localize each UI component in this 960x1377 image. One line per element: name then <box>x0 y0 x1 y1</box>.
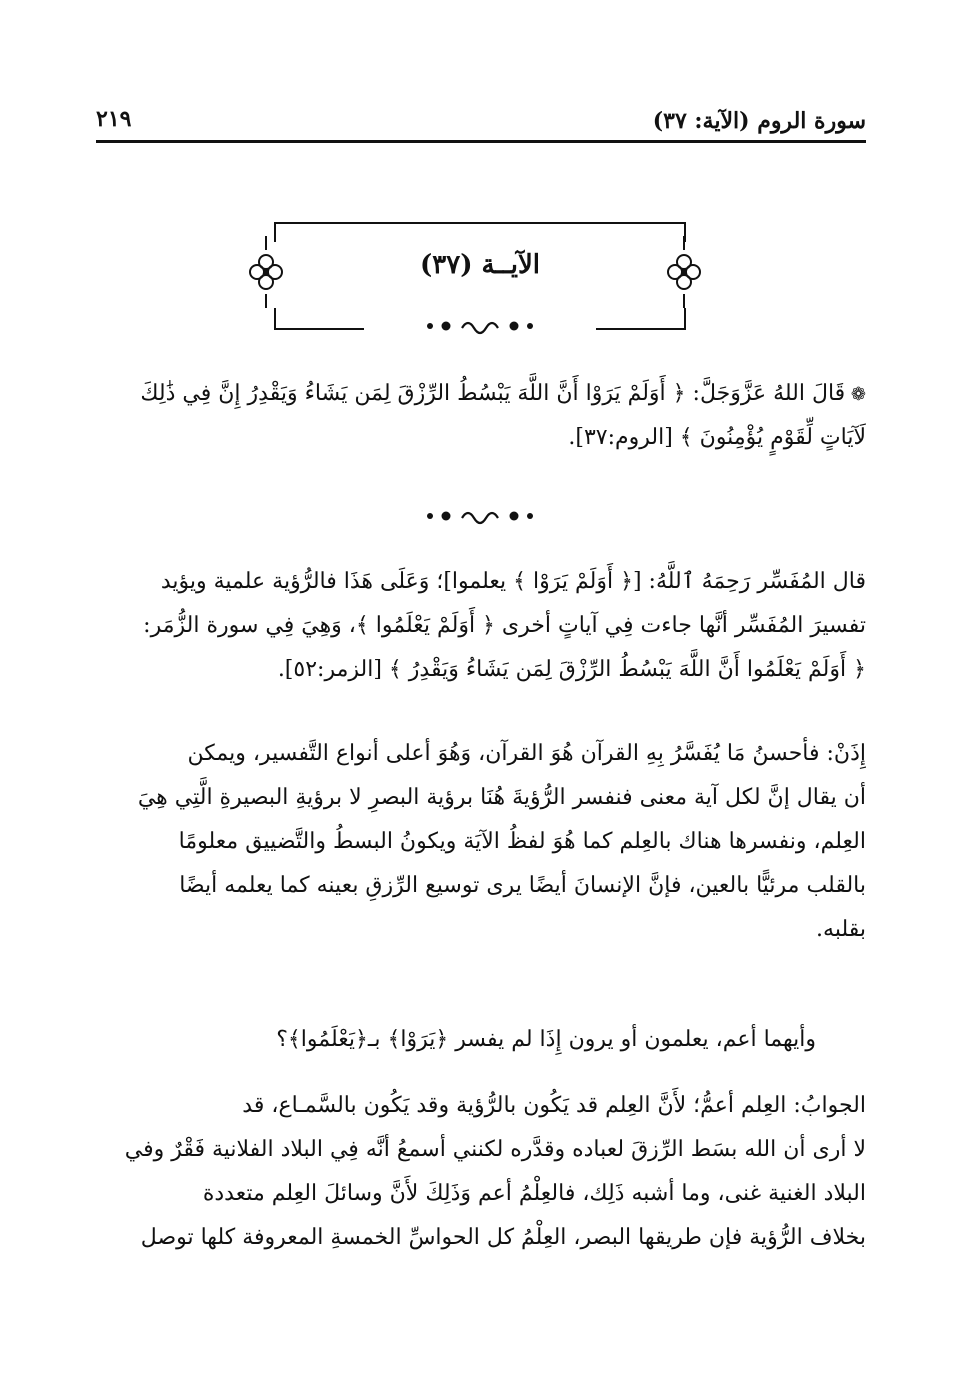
text-line: تفسيرَ المُفَسِّر أنَّها جاءت فِي آياتٍ أخرى ﴿ أَوَلَمْ يَعْلَمُوا ﴾، وَهِيَ فِي سورة الزُّمَر: <box>143 613 866 638</box>
page-number: ٢١٩ <box>96 106 132 132</box>
text-line: إِذَنْ: فأحسنُ مَا يُفَسَّرُ بِهِ القرآن هُوَ القرآن، وَهُوَ أعلى أنواع التَّفسير، ويمكن <box>187 741 866 766</box>
divider-ornament-icon <box>420 506 540 526</box>
text-line: البلاد الغنية غنى، وما أشبه ذَلِك، فالعِلْمُ أعم وَذَلِكَ لأَنَّ وسائلَ العِلم متعددة <box>202 1181 866 1206</box>
paragraph-answer <box>96 1084 866 1260</box>
paragraph-explanation <box>96 732 866 952</box>
running-header <box>96 100 866 140</box>
frame-bottom-right-line <box>596 328 686 330</box>
question-line: وأيهما أعم، يعلمون أو يرون إِذَا لم يفسر ﴿يَرَوْا﴾ بـ﴿يَعْلَمُوا﴾؟ <box>276 1027 816 1052</box>
divider-ornament-icon <box>420 316 540 336</box>
text-line: قال المُفَسِّر رَحِمَهُ ٱللَّهُ: [﴿ أَوَلَمْ يَرَوْا ﴾ يعلموا]؛ وَعَلَى هَذَا فالرُّؤية علمية ويؤيد <box>160 569 866 594</box>
text-line: أن يقال إنَّ لكل آية معنى فنفسر الرُّؤيةَ هُنَا برؤية البصرِ لا برؤيةِ البصيرةِ الَّتِي هِيَ <box>137 785 866 810</box>
ayah-heading: الآيــة (٣٧) <box>419 250 541 280</box>
surah-label: سورة الروم (الآية: ٣٧) <box>652 108 866 134</box>
frame-top-line <box>274 222 686 224</box>
knot-ornament-icon <box>664 236 704 308</box>
verse-block <box>96 372 866 460</box>
frame-bottom-left-line <box>274 328 364 330</box>
header-rule <box>96 140 866 143</box>
text-line: بخلاف الرُّؤية فإن طريقها البصر، العِلْمُ كل الحواسِّ الخمسةِ المعروفة كلها توصل <box>140 1225 866 1250</box>
text-line: بقلبه. <box>816 917 866 942</box>
text-line: لا أرى أن الله بسَط الرِّزقَ لعباده وقدَّره لكنني أسمعُ أنَّه فِي البلاد الفلانية فَقْرٌ وفي <box>124 1137 866 1162</box>
knot-ornament-icon <box>246 236 286 308</box>
text-line: العِلم، ونفسرها هناك بالعِلم كما هُوَ لفظُ الآيَة ويكونُ البسطُ والتَّضييق معلومًا <box>178 829 866 854</box>
text-line: الجوابُ: العِلم أعمُّ؛ لأَنَّ العِلم قد يَكُون بالرُّؤية وقد يَكُون بالسَّمـاع، قد <box>242 1093 866 1118</box>
frame-left-bottom-tick <box>274 308 276 330</box>
paragraph-commentary <box>96 560 866 692</box>
text-line: ﴿ أَوَلَمْ يَعْلَمُوا أَنَّ اللَّهَ يَبْسُطُ الرِّزْقَ لِمَن يَشَاءُ وَيَقْدِرُ ﴾ [الزمر:٥٢]. <box>277 657 866 682</box>
verse-line-2: لَآيَاتٍ لِّقَوْمٍ يُؤْمِنُونَ ﴾ [الروم:٣٧]. <box>568 425 866 450</box>
verse-line-1: ❁ قَالَ اللهُ عَزَّوَجَلَّ: ﴿ أَوَلَمْ يَرَوْا أَنَّ اللَّهَ يَبْسُطُ الرِّزْقَ لِمَن يَشَاءُ وَيَقْدِرُ إِنَّ فِي ذَٰلِكَ <box>140 381 866 406</box>
flower-bullet-icon: ❁ <box>845 384 866 405</box>
frame-right-bottom-tick <box>684 308 686 330</box>
paragraph-question <box>96 1018 866 1062</box>
text-line: بالقلب مرئيًّا بالعين، فإنَّ الإنسانَ أيضًا يرى توسيع الرِّزقِ بعينه كما يعلمه أيضًا <box>179 873 866 898</box>
